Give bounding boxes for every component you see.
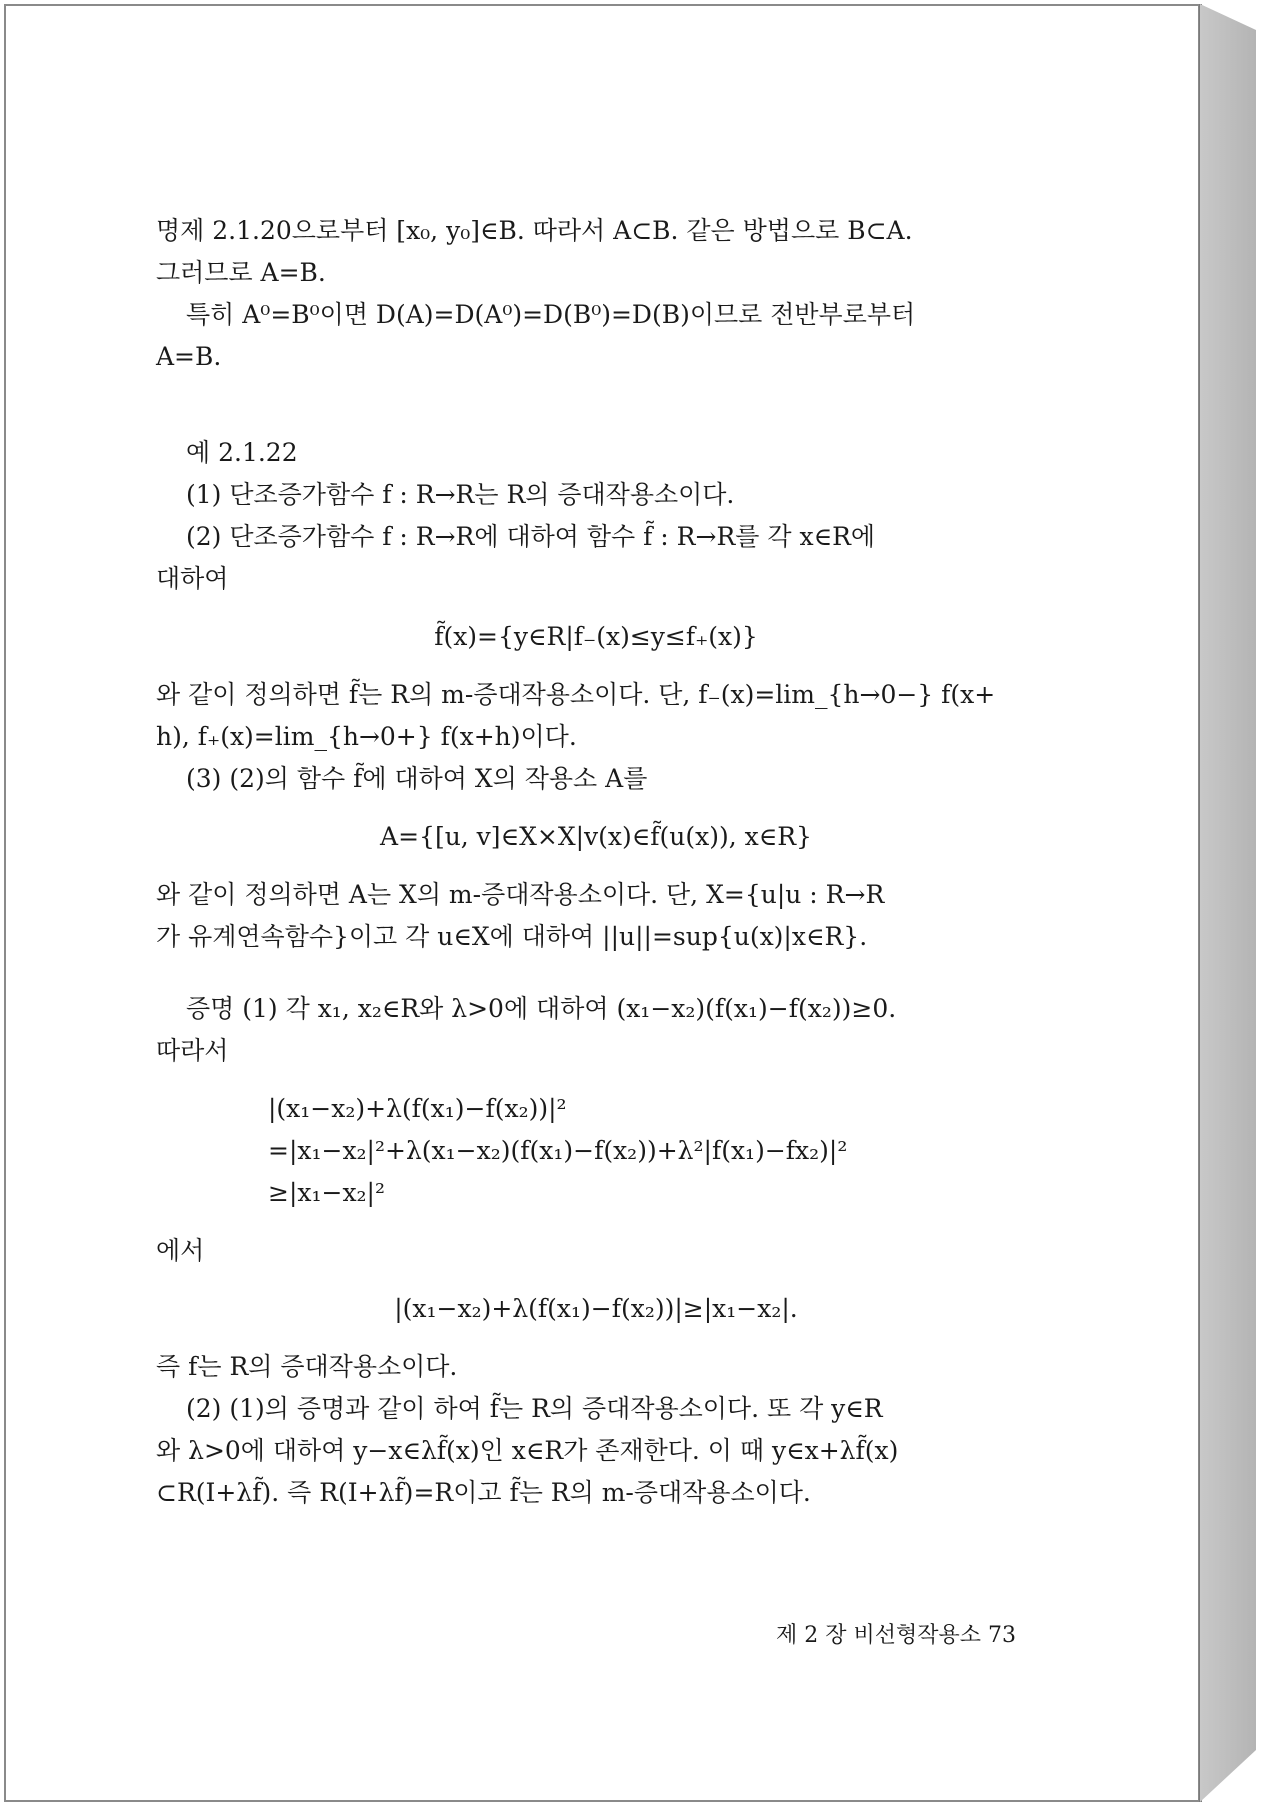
text-line: 특히 A⁰=B⁰이면 D(A)=D(A⁰)=D(B⁰)=D(B)이므로 전반부로부터 — [186, 300, 916, 329]
equation: ≥|x₁−x₂|² — [268, 1178, 386, 1207]
text-line: 따라서 — [156, 1036, 229, 1065]
equation: =|x₁−x₂|²+λ(x₁−x₂)(f(x₁)−f(x₂))+λ²|f(x₁)−fx₂)|² — [268, 1136, 848, 1165]
equation: |(x₁−x₂)+λ(f(x₁)−f(x₂))|² — [268, 1094, 567, 1123]
text-line: (2) 단조증가함수 f : R→R에 대하여 함수 f̃ : R→R를 각 x∈R에 — [186, 522, 876, 551]
text-line: 가 유계연속함수}이고 각 u∈X에 대하여 ||u||=sup{u(x)|x∈R}. — [156, 922, 868, 951]
equation: f̃(x)={y∈R|f₋(x)≤y≤f₊(x)} — [434, 622, 758, 651]
text-line: 와 같이 정의하면 f̃는 R의 m-증대작용소이다. 단, f₋(x)=lim_{h→0−} f(x+ — [156, 680, 996, 709]
text-line: 즉 f는 R의 증대작용소이다. — [156, 1352, 458, 1381]
text-line: 명제 2.1.20으로부터 [x₀, y₀]∈B. 따라서 A⊂B. 같은 방법으로 B⊂A. — [156, 216, 913, 245]
text-line: 대하여 — [156, 564, 229, 593]
equation: |(x₁−x₂)+λ(f(x₁)−f(x₂))|≥|x₁−x₂|. — [394, 1294, 798, 1323]
page-body — [156, 210, 1036, 1514]
text-line: A=B. — [156, 342, 222, 371]
book-spine — [1200, 4, 1256, 1802]
text-line: 와 λ>0에 대하여 y−x∈λf̃(x)인 x∈R가 존재한다. 이 때 y∈x+λf̃(x) — [156, 1436, 899, 1465]
text-line: ⊂R(I+λf̃). 즉 R(I+λf̃)=R이고 f̃는 R의 m-증대작용소이다. — [156, 1478, 811, 1507]
example-heading: 예 2.1.22 — [186, 438, 298, 467]
text-line: (3) (2)의 함수 f̃에 대하여 X의 작용소 A를 — [186, 764, 648, 793]
text-line: 에서 — [156, 1236, 205, 1265]
equation: A={[u, v]∈X×X|v(x)∈f̃(u(x)), x∈R} — [380, 822, 812, 851]
text-line: 와 같이 정의하면 A는 X의 m-증대작용소이다. 단, X={u|u : R→R — [156, 880, 885, 909]
text-line: (1) 단조증가함수 f : R→R는 R의 증대작용소이다. — [186, 480, 735, 509]
page-footer: 제 2 장 비선형작용소 73 — [776, 1623, 1016, 1648]
text-line: 그러므로 A=B. — [156, 258, 326, 287]
text-line: (2) (1)의 증명과 같이 하여 f̃는 R의 증대작용소이다. 또 각 y∈R — [186, 1394, 883, 1423]
text-line: h), f₊(x)=lim_{h→0+} f(x+h)이다. — [156, 722, 577, 751]
proof-heading: 증명 (1) 각 x₁, x₂∈R와 λ>0에 대하여 (x₁−x₂)(f(x₁)−f(x₂))≥0. — [186, 994, 897, 1023]
